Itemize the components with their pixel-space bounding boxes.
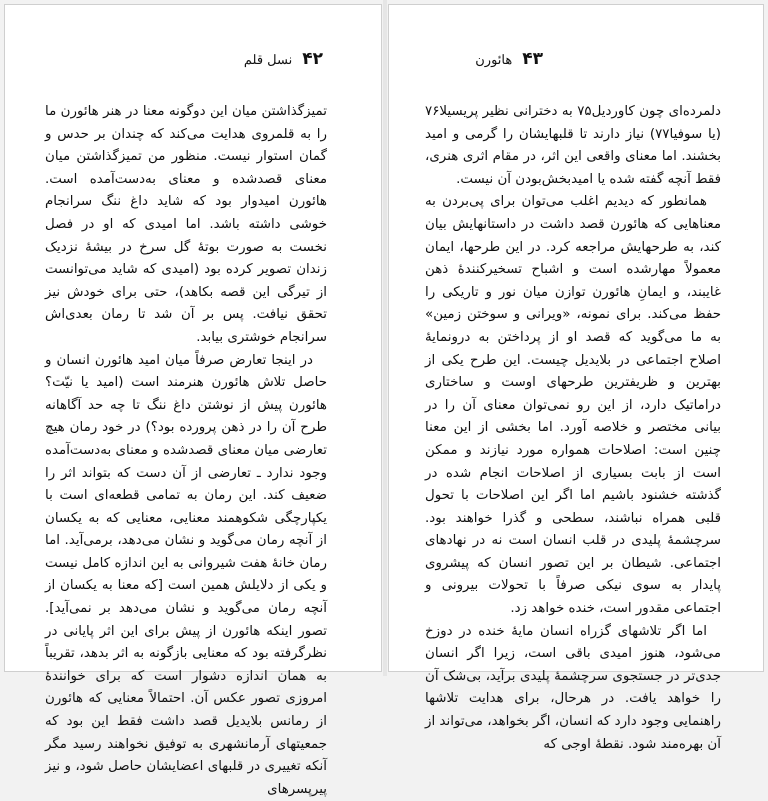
right-page-body	[425, 101, 721, 756]
running-head: هائورن	[475, 53, 513, 68]
paragraph: در اینجا تعارض صرفاً میان امید هائورن انسان و حاصل تلاش هائورن هنرمند است (امید یا نیّت؟ هائورن پیش از نوشتن داغ ننگ تا چه حد آگاهانه طرح آن را در ذهن پرورده بود؟) در خود رمان هیچ تعارضی میان معنای قصدشده و معنای به‌دست‌آمده وجود ندارد ـ تعارضی از آن دست که بتواند اثر را ضعیف کند. این رمان به تمامی قطعه‌ای است با یکپارچگی شکوهمند معنایی، معنایی که به یکسان از آنچه رمان می‌گوید و نشان می‌دهد، برمی‌آید. اما رمان خانهٔ هفت شیروانی به این اندازه کامل نیست و یکی از دلایلش همین است [که معنا به یکسان از آنچه رمان می‌گوید و نشان می‌دهد بر نمی‌آید]. تصور اینکه هائورن از پیش برای این اثر پایانی در نظرگرفته بود که معنایی بازگونه به اثر بدهد، تقریباً به همان اندازه دشوار است که برای خوانندهٔ امروزی تصور عکس آن. احتمالاً معنایی که هائورن از رمانس بلایدیل قصد داشت فقط این بود که جمعیتهای آرمانشهری به توفیق نخواهند رسید مگر آنکه تغییری در قلبهای اعضایشان حاصل شود، و نیز پیرپسرهای	[45, 352, 327, 797]
book-gutter	[383, 0, 387, 676]
paragraph: اما اگر تلاشهای گزراه انسان مایهٔ خنده در دوزخ می‌شود، هنوز امیدی باقی است، زیرا اگر انسان جدی‌تر در جستجوی سرچشمهٔ پلیدی برآید، بی‌شک آن را خواهد یافت. در هرحال، برای هدایت تلاشها راهنمایی وجود دارد که انسان، اگر بخواهد، می‌تواند از آن بهره‌مند شود. نقطهٔ اوجی که	[425, 623, 721, 752]
paragraph: تمیزگذاشتن میان این دوگونه معنا در هنر هائورن ما را به قلمروی هدایت می‌کند که چندان بر حدس و گمان استوار نیست. منظور من تمیزگذاشتن میان معنای قصدشده و معنای به‌دست‌آمده است. هائورن امیدوار بود که شاید داغ ننگ سرانجام خوشی داشته باشد. اما امیدی که او در فصل نخست به صورت بوتهٔ گل سرخ در بیشهٔ نزدیک زندان تصویر کرده بود (امیدی که شاید می‌توانست از تیرگی این قصه بکاهد)، حتی برای خودش نیز تحقق نیافت. پس بر آن شد تا رمان بعدی‌اش سرانجام خوشتری بیابد.	[45, 104, 327, 345]
page-number: ۴۳	[522, 49, 543, 69]
left-page-body	[45, 101, 327, 801]
left-page	[4, 4, 382, 797]
right-page	[388, 4, 764, 752]
page-number: ۴۲	[302, 49, 323, 69]
paragraph: همانطور که دیدیم اغلب می‌توان برای پی‌بردن به معناهایی که هائورن قصد داشت در داستانهایش بیان کند، به طرحهایش مراجعه کرد. در این طرحها، ایمان معمولاً مهارشده است و اشباح تسخیرکنندهٔ ذهن غایبند، و ایمانِ هائورن توازن میان نور و تاریکی را حفظ می‌کند. برای نمونه، «ویرانی و سوختن زمین» به ما می‌گوید که قصد او از پرداختن به درونمایهٔ اصلاح اجتماعی در بلایدیل چیست. این طرح یکی از بهترین و ظریفترین طرحهای اوست و ساختاری دراماتیک دارد، از این رو نمی‌توان معنای آن را در بیانی مختصر و خلاصه آورد. اما بخشی از این معنا چنین است: اصلاحات همواره مورد نیازند و ممکن است از بابت بسیاری از اصلاحات انجام شده در گذشته خشنود باشیم اما اگر این اصلاحات با تحول قلبی همراه نباشند، سطحی و گذرا خواهند بود. سرچشمهٔ پلیدی در قلب انسان است نه در نهادهای اجتماعی. شیطان بر این تصور انسان که پیشروی پایدار به سوی نیکی صرفاً با تحولات بیرونی و اجتماعی مقدور است، خنده خواهد زد.	[425, 194, 721, 617]
paragraph: دلمرده‌ای چون کاوردیل۷۵ به دخترانی نظیر پریسیلا۷۶ (یا سوفیا۷۷) نیاز دارند تا قلبهایشان را گرمی و امید بخشند. اما معنای واقعی این اثر، در مقام اثری هنری، فقط آنچه گفته شده یا امیدبخش‌بودن آن نیست.	[425, 104, 721, 187]
left-page-header	[244, 49, 323, 69]
running-head: نسل قلم	[243, 53, 293, 68]
right-page-header	[475, 49, 543, 69]
